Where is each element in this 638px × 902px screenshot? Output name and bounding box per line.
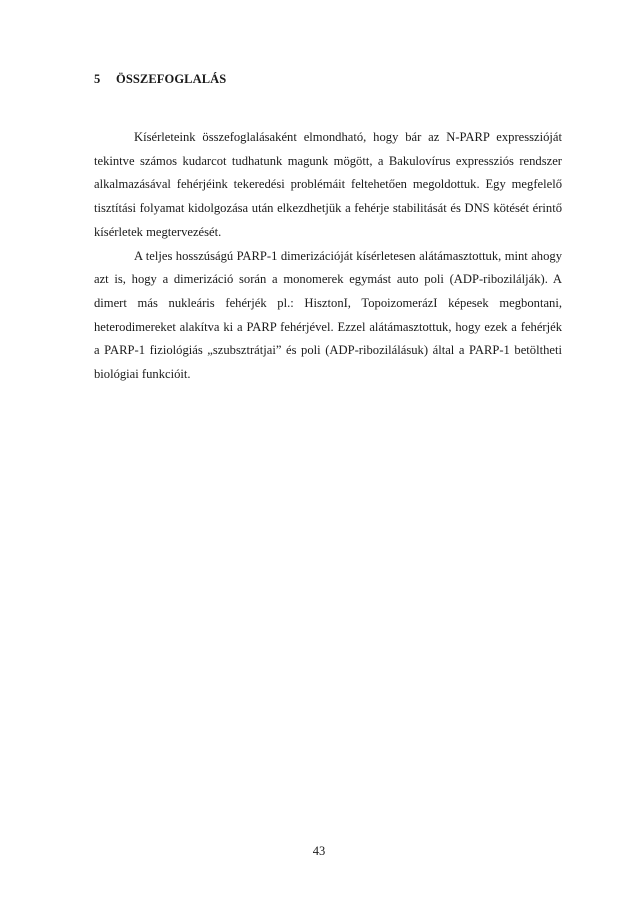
section-heading [94,72,226,87]
section-body [94,126,562,387]
paragraph: Kísérleteink összefoglalásaként elmondható, hogy bár az N-PARP expresszióját tekintve számos kudarcot tudhatunk magunk mögött, a Bakulovírus expressziós rendszer alkalmazásával fehérjéink tekeredési problémáit feltehetően megoldottuk. Egy megfelelő tisztítási folyamat kidolgozása után elkezdhetjük a fehérje stabilitását és DNS kötését érintő kísérletek megtervezését. [94,130,562,239]
section-number: 5 [94,72,101,86]
paragraph: A teljes hosszúságú PARP-1 dimerizációját kísérletesen alátámasztottuk, mint ahogy azt is, hogy a dimerizáció során a monomerek egymást auto poli (ADP-ribozilálják). A dimert más nukleáris fehérjék pl.: HisztonI, TopoizomerázI képesek megbontani, heterodimereket alakítva ki a PARP fehérjével. Ezzel alátámasztottuk, hogy ezek a fehérjék a PARP-1 fiziológiás „szubsztrátjai” és poli (ADP-ribozilálásuk) által a PARP-1 betöltheti biológiai funkcióit. [94,248,562,382]
page-number: 43 [312,844,326,858]
section-title: ÖSSZEFOGLALÁS [116,72,227,86]
